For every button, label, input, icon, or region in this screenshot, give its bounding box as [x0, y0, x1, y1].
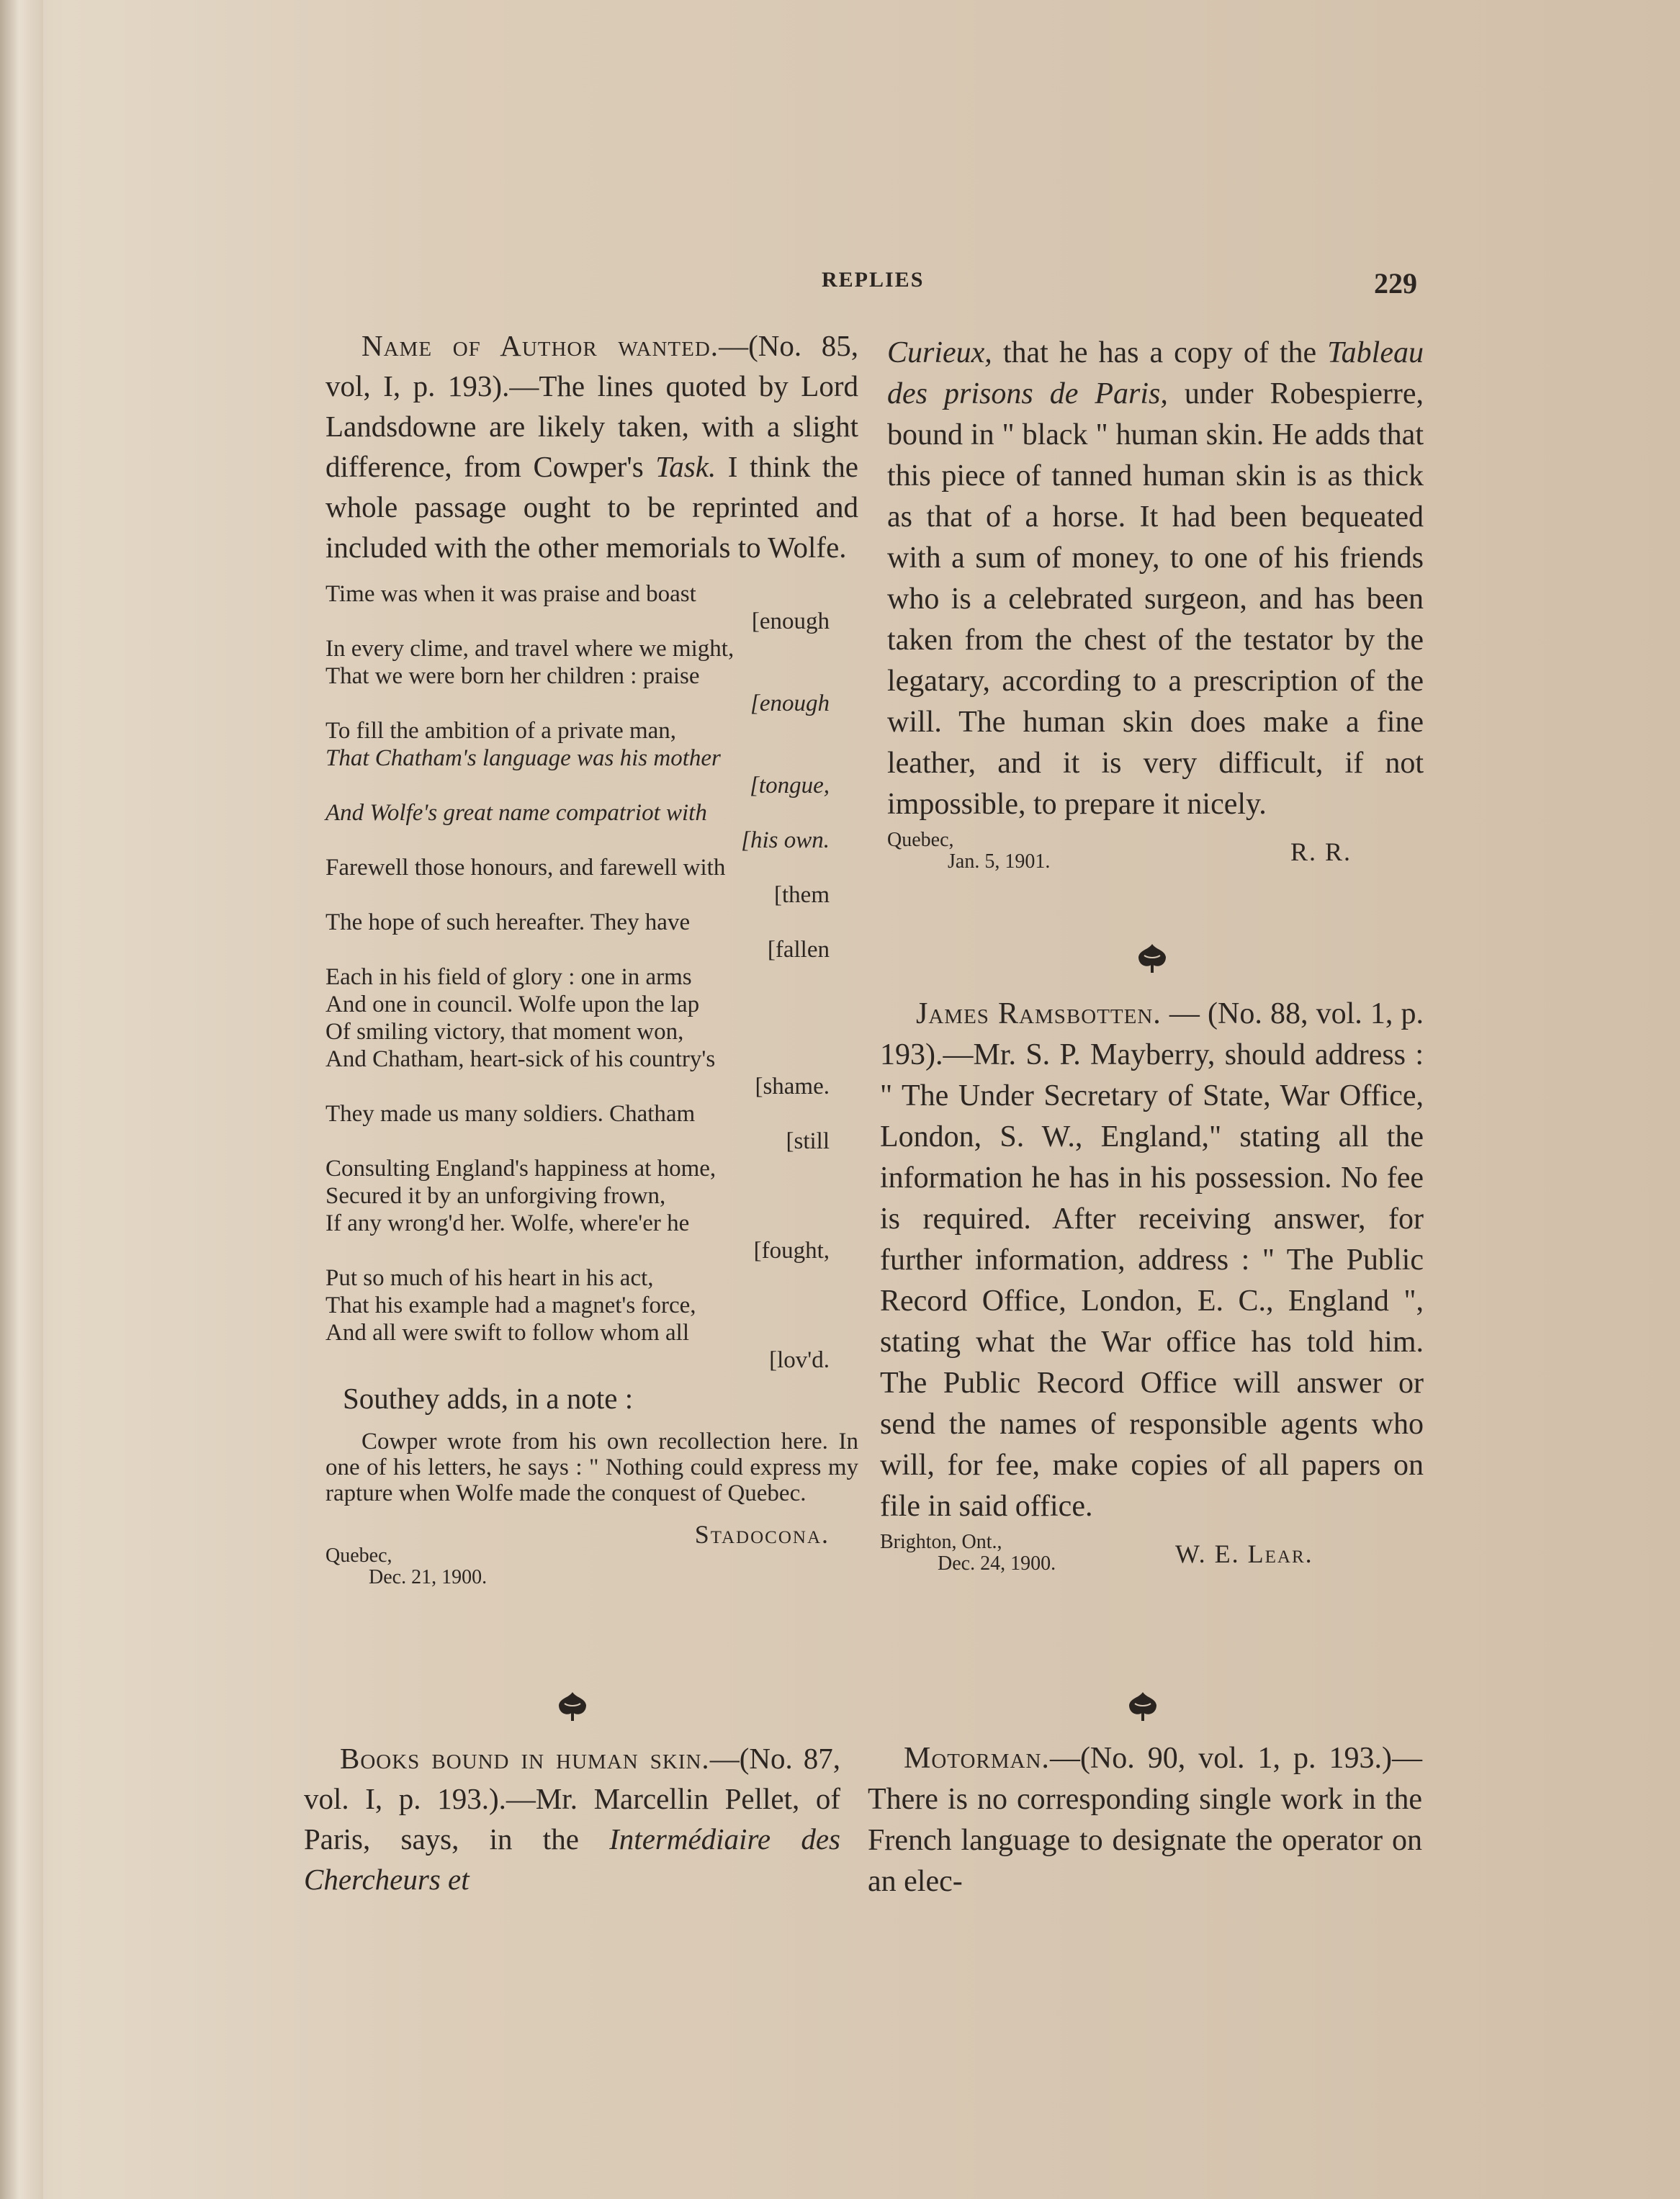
verse-line: [still [786, 1128, 830, 1154]
intermediaire-title: Intermédiaire des Chercheurs et [304, 1822, 840, 1896]
verse-line: And Wolfe's great name compatriot with [325, 800, 707, 826]
motorman-body: —(No. 90, vol. 1, p. 193.)—There is no corresponding single work in the French language to designate the operator on an elec- [868, 1742, 1422, 1898]
ramsbotten-text [880, 994, 1424, 1527]
southey-note-intro: Southey adds, in a note : [343, 1382, 634, 1415]
cowper-verse [325, 580, 858, 1374]
verse-line: [fallen [767, 937, 830, 963]
fleuron-icon [1134, 940, 1170, 976]
place-quebec: Quebec, [887, 829, 954, 851]
fleuron-icon [1125, 1688, 1161, 1724]
curieux-title: Curieux, [887, 336, 992, 369]
continuation-text: that he has a copy of the [992, 336, 1328, 369]
verse-line: To fill the ambition of a private man, [325, 718, 677, 744]
motorman-entry [868, 1738, 1422, 1902]
verse-line: That his example had a magnet's force, [325, 1292, 696, 1318]
running-head: REPLIES [822, 268, 925, 292]
ramsbotten-body: — (No. 88, vol. 1, p. 193).—Mr. S. P. Mayberry, should address : " The Under Secretary of State, War Office, London, S. W., England," stating all the information he has in his possession. No fee is required. After receiving answer, for further information, address : " The Public Record Office, London, E. C., England ", stating what the War office has told him. The Public Record Office will answer or send the names of responsible agents who will, for fee, make copies of all papers on file in said office. [880, 997, 1424, 1523]
motorman-text [868, 1738, 1422, 1902]
verse-line: If any wrong'd her. Wolfe, where'er he [325, 1210, 690, 1236]
books-continuation [887, 333, 1424, 825]
verse-line: Farewell those honours, and farewell with [325, 855, 726, 881]
verse-line: Consulting England's happiness at home, [325, 1156, 717, 1182]
page-binding-edge [0, 0, 43, 2199]
fleuron-icon [554, 1688, 590, 1724]
continuation-text: under Robespierre, bound in " black " human skin. He adds that this piece of tanned human skin is as thick as that of a horse. It had been bequeated with a sum of money, to one of his friends who is a celebrated surgeon, and has been taken from the chest of the testator by the legatary, according to a prescription of the will. The human skin does make a fine leather, and it is very difficult, if not impossible, to prepare it nicely. [887, 377, 1424, 821]
author-wanted-rest: I think the whole passage ought to be reprinted and included with the other memorials to Wolfe. [325, 450, 859, 564]
ramsbotten-heading: James Ramsbotten. [916, 997, 1162, 1030]
books-heading: Books bound in human skin. [340, 1742, 710, 1775]
author-wanted-entry [325, 325, 858, 567]
books-body: —(No. 87, vol. I, p. 193.).—Mr. Marcellin Pellet, of Paris, says, in the [304, 1742, 840, 1856]
verse-line: They made us many soldiers. Chatham [325, 1101, 696, 1127]
verse-line: [his own. [741, 827, 830, 853]
verse-line: And one in council. Wolfe upon the lap [325, 991, 700, 1017]
lear-signature-block [880, 1532, 1424, 1582]
verse-line: And Chatham, heart-sick of his country's [325, 1046, 716, 1072]
signature-rr: R. R. [1290, 837, 1352, 866]
place-quebec: Quebec, [325, 1544, 392, 1567]
date-dec-24: Dec. 24, 1900. [938, 1552, 1056, 1575]
task-title: Task. [655, 450, 717, 483]
verse-line: Of smiling victory, that moment won, [325, 1019, 684, 1045]
verse-line: And all were swift to follow whom all [325, 1320, 689, 1346]
date-dec-21: Dec. 21, 1900. [369, 1566, 488, 1588]
books-entry-text [304, 1738, 840, 1899]
verse-line: [enough [750, 691, 830, 716]
place-brighton: Brighton, Ont., [880, 1531, 1002, 1553]
verse-line: That we were born her children : praise [325, 663, 700, 689]
verse-line: Secured it by an unforgiving frown, [325, 1183, 666, 1209]
verse-line: Put so much of his heart in his act, [325, 1265, 654, 1291]
southey-note: Cowper wrote from his own recollection here. In one of his letters, he says : " Nothing could express my rapture when Wolfe made the conquest of Quebec. [325, 1429, 858, 1506]
verse-line: The hope of such hereafter. They have [325, 909, 691, 935]
verse-line: Each in his field of glory : one in arms [325, 964, 692, 990]
date-jan-5: Jan. 5, 1901. [948, 850, 1051, 873]
page-number: 229 [1374, 267, 1417, 300]
rr-signature-block [887, 829, 1424, 880]
author-wanted-ref: —(No. 85, vol, I, p. 193).—The lines quoted by Lord Landsdowne are likely taken, with a slight difference, from Cowper's [325, 329, 859, 483]
verse-line: That Chatham's language was his mother [325, 745, 721, 771]
left-column [325, 325, 858, 1588]
verse-line: [them [774, 882, 830, 908]
verse-line: In every clime, and travel where we might, [325, 636, 735, 662]
verse-line: [tongue, [750, 773, 830, 799]
verse-line: [shame. [755, 1074, 830, 1100]
verse-line: Time was when it was praise and boast [325, 581, 696, 607]
books-entry [304, 1738, 840, 1899]
verse-line: [enough [751, 608, 830, 634]
tableau-title: Tableau des prisons de Paris, [887, 336, 1424, 410]
signature-stadocona: Stadocona. [694, 1520, 830, 1549]
signature-lear: W. E. Lear. [1175, 1539, 1313, 1568]
ramsbotten-entry [880, 994, 1424, 1582]
motorman-heading: Motorman. [904, 1742, 1050, 1775]
author-wanted-heading: Name of Author wanted. [361, 329, 719, 362]
verse-line: [fought, [753, 1238, 830, 1264]
verse-line: [lov'd. [769, 1347, 830, 1373]
right-column [887, 333, 1424, 880]
